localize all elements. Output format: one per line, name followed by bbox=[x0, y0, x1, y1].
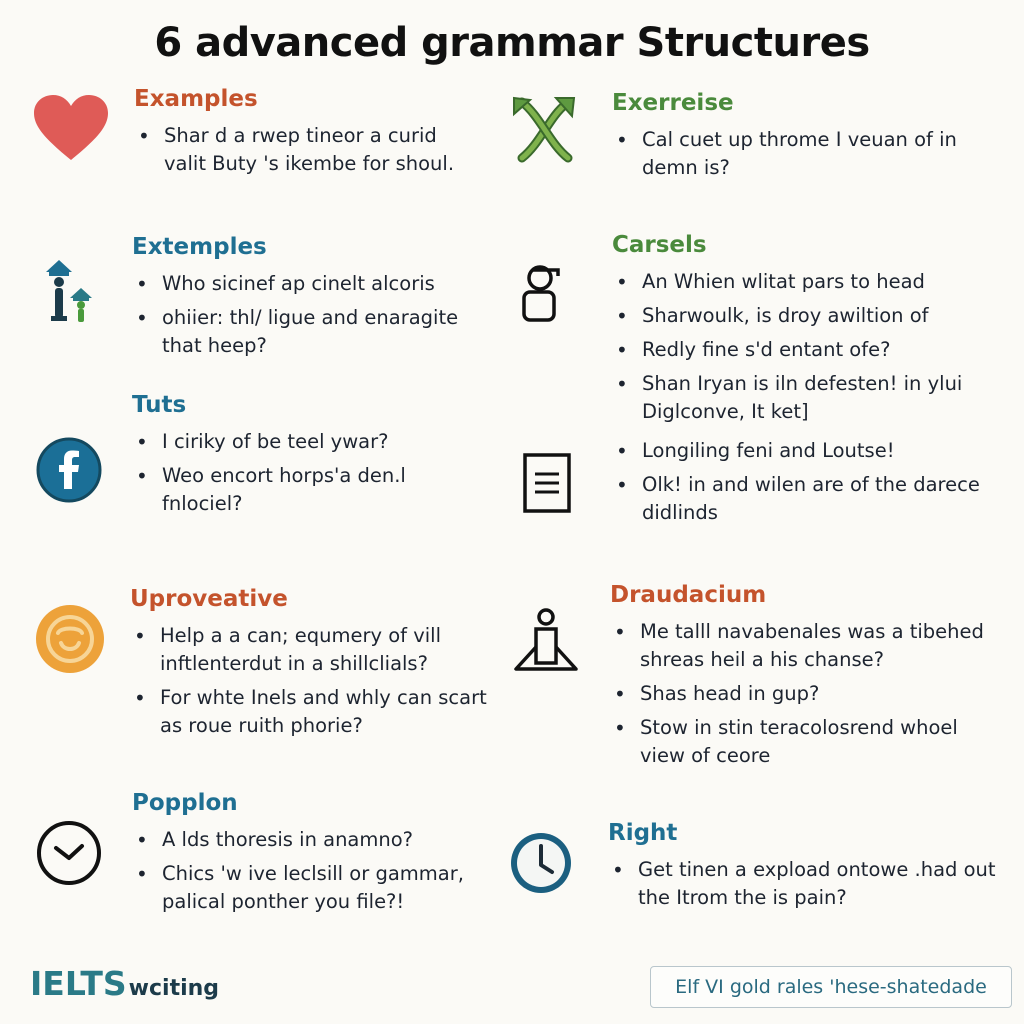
page-title: 6 advanced grammar Structures bbox=[154, 20, 870, 66]
section-extemples bbox=[132, 234, 492, 366]
section-tuts bbox=[132, 392, 492, 524]
list-item: • A lds thoresis in anamno? bbox=[132, 826, 492, 854]
list-item: • An Whien wlitat pars to head bbox=[612, 268, 1007, 296]
figures-icon bbox=[42, 258, 98, 330]
list-item: • Who sicinef ap cinelt alcoris bbox=[132, 270, 492, 298]
facebook-icon bbox=[36, 437, 102, 507]
list-item: • Help a a can; equmery of vill inftlenterdut in a shillclials? bbox=[130, 622, 490, 678]
list-item: • Longiling feni and Loutse! bbox=[612, 437, 1007, 465]
list-item: • Redly fine s'd entant ofe? bbox=[612, 336, 1007, 364]
list-item: • Shas head in gup? bbox=[610, 680, 1005, 708]
list-item: • Stow in stin teracolosrend whoel view of ceore bbox=[610, 714, 1005, 770]
badge-icon bbox=[34, 603, 106, 679]
section-carsels bbox=[612, 232, 1007, 432]
list-item: • Sharwoulk, is droy awiltion of bbox=[612, 302, 1007, 330]
footer-note: Elf VI gold rales 'hese-shatedade bbox=[650, 966, 1012, 1008]
list-item: • Me talll navabenales was a tibehed shreas heil a his chanse? bbox=[610, 618, 1005, 674]
section-examples bbox=[134, 86, 484, 184]
heart-icon bbox=[32, 94, 110, 166]
clock-outline-icon bbox=[36, 820, 102, 890]
section-heading: Draudacium bbox=[610, 582, 767, 608]
clock-icon bbox=[508, 830, 574, 900]
meditating-person-icon bbox=[512, 607, 580, 681]
list-item: • Weo encort horps'a den.l fnlociel? bbox=[132, 462, 492, 518]
section-heading: Uproveative bbox=[130, 586, 288, 612]
section-exerreise bbox=[612, 90, 1002, 188]
section-draudacium bbox=[610, 582, 1005, 776]
list-item: • Shar d a rwep tineor a curid valit Buty 's ikembe for shoul. bbox=[134, 122, 484, 178]
logo-main: IELTS bbox=[30, 964, 127, 1003]
list-item: • I ciriky of be teel ywar? bbox=[132, 428, 492, 456]
person-icon bbox=[518, 262, 570, 328]
list-item: • Shan Iryan is iln defesten! in ylui Diglconve, It ket] bbox=[612, 370, 1007, 426]
list-item: • Olk! in and wilen are of the darece didlinds bbox=[612, 471, 1007, 527]
section-heading: Exerreise bbox=[612, 90, 734, 116]
section-uproveative bbox=[130, 586, 490, 746]
document-icon bbox=[522, 452, 572, 518]
list-item: • Chics 'w ive leclsill or gammar, palical ponther you file?! bbox=[132, 860, 492, 916]
section-heading: Right bbox=[608, 820, 678, 846]
section-popplon bbox=[132, 790, 492, 922]
ielts-logo bbox=[30, 964, 219, 1003]
list-item: • Get tinen a expload ontowe .had out the Itrom the is pain? bbox=[608, 856, 1003, 912]
section-heading: Carsels bbox=[612, 232, 707, 258]
section-right bbox=[608, 820, 1003, 918]
section-document bbox=[612, 437, 1007, 533]
list-item: • ohiier: thl/ ligue and enaragite that heep? bbox=[132, 304, 492, 360]
section-heading: Examples bbox=[134, 86, 258, 112]
section-heading: Tuts bbox=[132, 392, 187, 418]
list-item: • For whte Inels and whly can scart as roue ruith phorie? bbox=[130, 684, 490, 740]
section-heading: Extemples bbox=[132, 234, 267, 260]
crossing-arrows-icon bbox=[510, 94, 580, 170]
logo-sub: wciting bbox=[128, 976, 220, 1001]
section-heading: Popplon bbox=[132, 790, 238, 816]
list-item: • Cal cuet up throme I veuan of in demn is? bbox=[612, 126, 1002, 182]
